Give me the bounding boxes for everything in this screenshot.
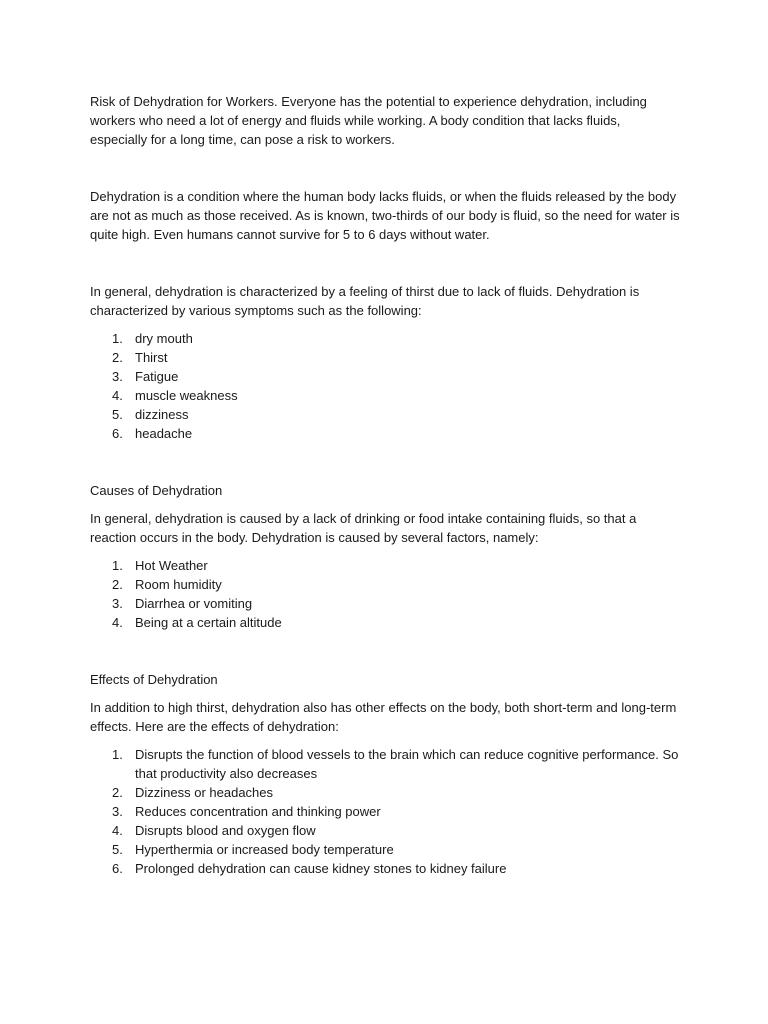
document-page bbox=[90, 92, 680, 878]
spacer bbox=[90, 689, 680, 698]
list-item-text: dry mouth bbox=[135, 331, 193, 346]
causes-list bbox=[90, 556, 680, 632]
list-number: 6. bbox=[112, 861, 123, 876]
spacer bbox=[90, 443, 680, 481]
list-item bbox=[90, 367, 680, 386]
definition-paragraph: Dehydration is a condition where the human body lacks fluids, or when the fluids released by the body are not as much as those received. As is known, two-thirds of our body is fluid, so the need for water is quite high. Even humans cannot survive for 5 to 6 days without water. bbox=[90, 189, 680, 242]
list-item bbox=[90, 821, 680, 840]
spacer bbox=[90, 320, 680, 329]
list-number: 1. bbox=[112, 747, 123, 762]
list-item bbox=[90, 745, 680, 783]
list-item-text: muscle weakness bbox=[135, 388, 238, 403]
list-number: 5. bbox=[112, 842, 123, 857]
list-item-text: Reduces concentration and thinking power bbox=[135, 804, 381, 819]
list-item-text: Prolonged dehydration can cause kidney stones to kidney failure bbox=[135, 861, 507, 876]
list-number: 4. bbox=[112, 388, 123, 403]
list-item-text: dizziness bbox=[135, 407, 189, 422]
list-number: 2. bbox=[112, 785, 123, 800]
list-item bbox=[90, 348, 680, 367]
list-item bbox=[90, 329, 680, 348]
list-number: 3. bbox=[112, 804, 123, 819]
list-number: 4. bbox=[112, 615, 123, 630]
list-item bbox=[90, 594, 680, 613]
causes-paragraph: In general, dehydration is caused by a lack of drinking or food intake containing fluids, so that a reaction occurs in the body. Dehydration is caused by several factors, namely: bbox=[90, 511, 637, 545]
list-item bbox=[90, 613, 680, 632]
list-number: 2. bbox=[112, 577, 123, 592]
list-item-text: Dizziness or headaches bbox=[135, 785, 274, 800]
list-item bbox=[90, 840, 680, 859]
intro-paragraph: Risk of Dehydration for Workers. Everyone has the potential to experience dehydration, including workers who need a lot of energy and fluids while working. A body condition that lacks fluids, especially for a long time, can pose a risk to workers. bbox=[90, 94, 647, 147]
list-item bbox=[90, 783, 680, 802]
spacer bbox=[90, 500, 680, 509]
list-number: 6. bbox=[112, 426, 123, 441]
list-number: 1. bbox=[112, 331, 123, 346]
list-item-text: Thirst bbox=[135, 350, 168, 365]
symptoms-list bbox=[90, 329, 680, 443]
list-item-text: Hot Weather bbox=[135, 558, 208, 573]
list-item-text: Diarrhea or vomiting bbox=[135, 596, 253, 611]
symptoms-paragraph: In general, dehydration is characterized by a feeling of thirst due to lack of fluids. Dehydration is characterized by various symptoms such as the following: bbox=[90, 284, 640, 318]
list-item-text: Disrupts the function of blood vessels to the brain which can reduce cognitive performance. So that productivity also decreases bbox=[135, 747, 679, 781]
effects-list bbox=[90, 745, 680, 878]
list-item-text: Room humidity bbox=[135, 577, 222, 592]
list-number: 2. bbox=[112, 350, 123, 365]
list-item bbox=[90, 424, 680, 443]
list-number: 5. bbox=[112, 407, 123, 422]
spacer bbox=[90, 149, 680, 187]
list-item bbox=[90, 556, 680, 575]
spacer bbox=[90, 547, 680, 556]
list-number: 3. bbox=[112, 369, 123, 384]
list-item-text: Hyperthermia or increased body temperature bbox=[135, 842, 394, 857]
list-item bbox=[90, 575, 680, 594]
list-item-text: headache bbox=[135, 426, 193, 441]
list-number: 1. bbox=[112, 558, 123, 573]
spacer bbox=[90, 244, 680, 282]
list-number: 4. bbox=[112, 823, 123, 838]
effects-heading: Effects of Dehydration bbox=[90, 672, 218, 687]
effects-paragraph: In addition to high thirst, dehydration also has other effects on the body, both short-term and long-term effects. Here are the effects of dehydration: bbox=[90, 700, 677, 734]
list-item-text: Disrupts blood and oxygen flow bbox=[135, 823, 316, 838]
list-item-text: Being at a certain altitude bbox=[135, 615, 282, 630]
spacer bbox=[90, 632, 680, 670]
list-item bbox=[90, 386, 680, 405]
list-number: 3. bbox=[112, 596, 123, 611]
list-item bbox=[90, 405, 680, 424]
list-item-text: Fatigue bbox=[135, 369, 179, 384]
list-item bbox=[90, 859, 680, 878]
spacer bbox=[90, 736, 680, 745]
list-item bbox=[90, 802, 680, 821]
causes-heading: Causes of Dehydration bbox=[90, 483, 223, 498]
